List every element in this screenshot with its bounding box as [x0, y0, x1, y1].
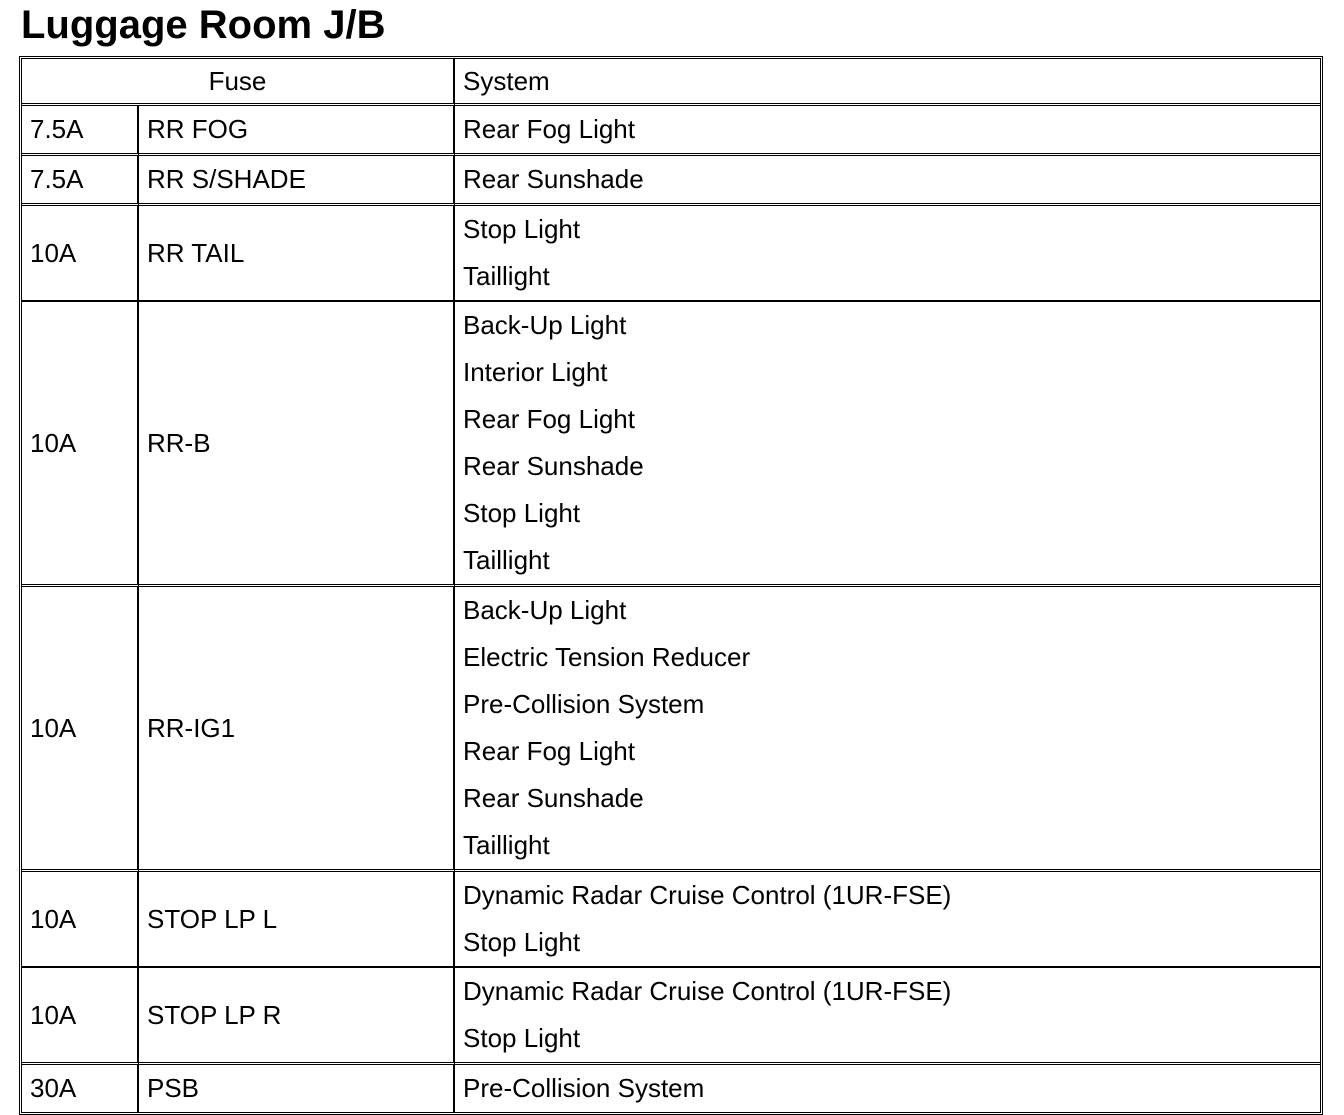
fuse-systems	[455, 968, 1320, 1065]
table-row	[22, 968, 1320, 1065]
system-item: Dynamic Radar Cruise Control (1UR-FSE)	[463, 976, 952, 1006]
fuse-systems	[455, 1065, 1320, 1112]
system-item: Rear Sunshade	[463, 783, 644, 813]
system-item: Dynamic Radar Cruise Control (1UR-FSE)	[463, 880, 952, 910]
fuse-amperage: 7.5A	[22, 156, 139, 206]
system-item: Interior Light	[463, 357, 608, 387]
page-title: Luggage Room J/B	[21, 3, 386, 47]
fuse-name: STOP LP L	[139, 872, 455, 968]
fuse-systems	[455, 156, 1320, 206]
fuse-amperage: 10A	[22, 206, 139, 302]
fuse-amperage: 10A	[22, 302, 139, 587]
fuse-name: PSB	[139, 1065, 455, 1112]
system-item: Taillight	[463, 830, 550, 860]
fuse-systems	[455, 872, 1320, 968]
fuse-name: RR-B	[139, 302, 455, 587]
table-row	[22, 872, 1320, 968]
table-row	[22, 106, 1320, 156]
system-item: Stop Light	[463, 498, 581, 528]
system-item: Rear Fog Light	[463, 114, 635, 144]
fuse-systems	[455, 587, 1320, 872]
fuse-name: RR-IG1	[139, 587, 455, 872]
system-item: Electric Tension Reducer	[463, 642, 751, 672]
system-item: Rear Sunshade	[463, 164, 644, 194]
system-item: Pre-Collision System	[463, 689, 705, 719]
fuse-amperage: 30A	[22, 1065, 139, 1112]
system-item: Rear Fog Light	[463, 736, 635, 766]
system-item: Back-Up Light	[463, 595, 627, 625]
system-item: Back-Up Light	[463, 310, 627, 340]
table-row	[22, 156, 1320, 206]
system-item: Rear Fog Light	[463, 404, 635, 434]
fuse-systems	[455, 302, 1320, 587]
fuse-column-header: Fuse	[22, 59, 455, 106]
fuse-name: STOP LP R	[139, 968, 455, 1065]
table-header-row	[22, 59, 1320, 106]
system-item: Stop Light	[463, 214, 581, 244]
fuse-systems	[455, 206, 1320, 302]
system-item: Taillight	[463, 545, 550, 575]
fuse-amperage: 10A	[22, 968, 139, 1065]
fuse-systems	[455, 106, 1320, 156]
fuse-amperage: 7.5A	[22, 106, 139, 156]
system-item: Stop Light	[463, 1023, 581, 1053]
fuse-name: RR S/SHADE	[139, 156, 455, 206]
system-item: Stop Light	[463, 927, 581, 957]
table-row	[22, 587, 1320, 872]
table-row	[22, 1065, 1320, 1112]
table-row	[22, 302, 1320, 587]
system-item: Rear Sunshade	[463, 451, 644, 481]
fuse-table	[19, 56, 1323, 1115]
fuse-name: RR TAIL	[139, 206, 455, 302]
system-column-header: System	[455, 59, 1320, 106]
fuse-name: RR FOG	[139, 106, 455, 156]
fuse-amperage: 10A	[22, 872, 139, 968]
system-item: Taillight	[463, 261, 550, 291]
fuse-amperage: 10A	[22, 587, 139, 872]
fuse-table-body	[22, 106, 1320, 1112]
system-item: Pre-Collision System	[463, 1073, 705, 1103]
table-row	[22, 206, 1320, 302]
